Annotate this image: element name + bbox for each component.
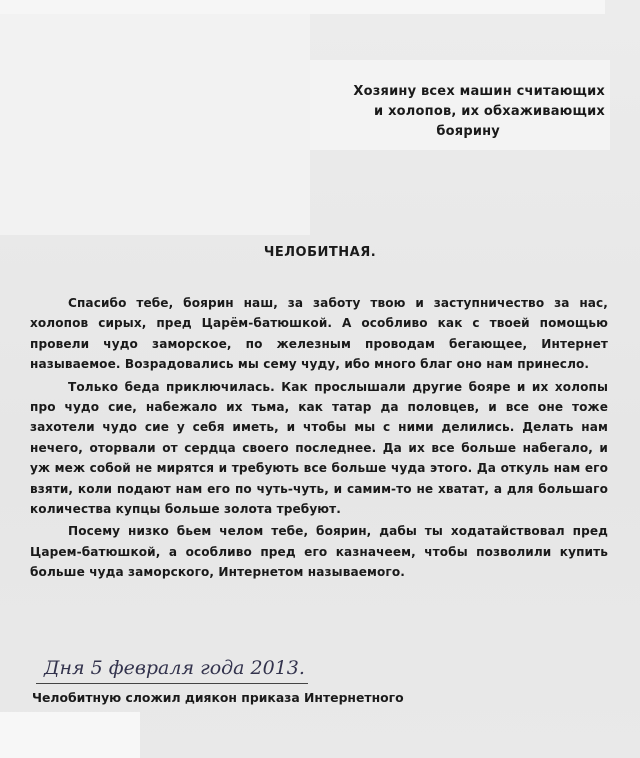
signature-line: Челобитную сложил диякон приказа Интернетного <box>32 690 404 705</box>
addressee-line: и холопов, их обхаживающих <box>374 104 605 119</box>
date-underline <box>36 683 308 684</box>
paragraph: Спасибо тебе, боярин наш, за заботу твою и заступничество за нас, холопов сирых, пред Царём-батюшкой. А особливо как с твоей помощью провели чудо заморское, по железным проводам бегающее, Интернет называемое. Возрадовались мы сему чуду, ибо много благ оно нам принесло. <box>30 296 608 372</box>
petition-body <box>30 293 608 585</box>
addressee-line: боярину <box>436 124 500 139</box>
erased-area <box>0 0 310 235</box>
document-title: ЧЕЛОБИТНАЯ. <box>263 245 377 260</box>
handwritten-date: Дня 5 февраля года 2013. <box>44 657 305 679</box>
paragraph: Посему низко бьем челом тебе, боярин, дабы ты ходатайствовал пред Царем-батюшкой, а особливо пред его казначеем, чтобы позволили купить больше чуда заморского, Интернетом называемого. <box>30 524 608 580</box>
addressee-line: Хозяину всех машин считающих <box>353 84 605 99</box>
addressee-block <box>330 82 605 142</box>
paragraph: Только беда приключилась. Как прослышали другие бояре и их холопы про чудо сие, набежало их тьма, как татар да половцев, и все оне тоже захотели чудо сие у себя иметь, и чтобы мы с ними делились. Делать нам нечего, оторвали от сердца своего последнее. Да их все больше набегало, и уж меж собой не мирятся и требують все больше чуда этого. Да откуль нам его взяти, коли подают нам его по чуть-чуть, и самим-то не хватат, а для большаго количества купцы больше золота требуют. <box>30 379 608 517</box>
erased-area-bottom <box>0 712 140 758</box>
erased-area-top <box>0 0 605 14</box>
